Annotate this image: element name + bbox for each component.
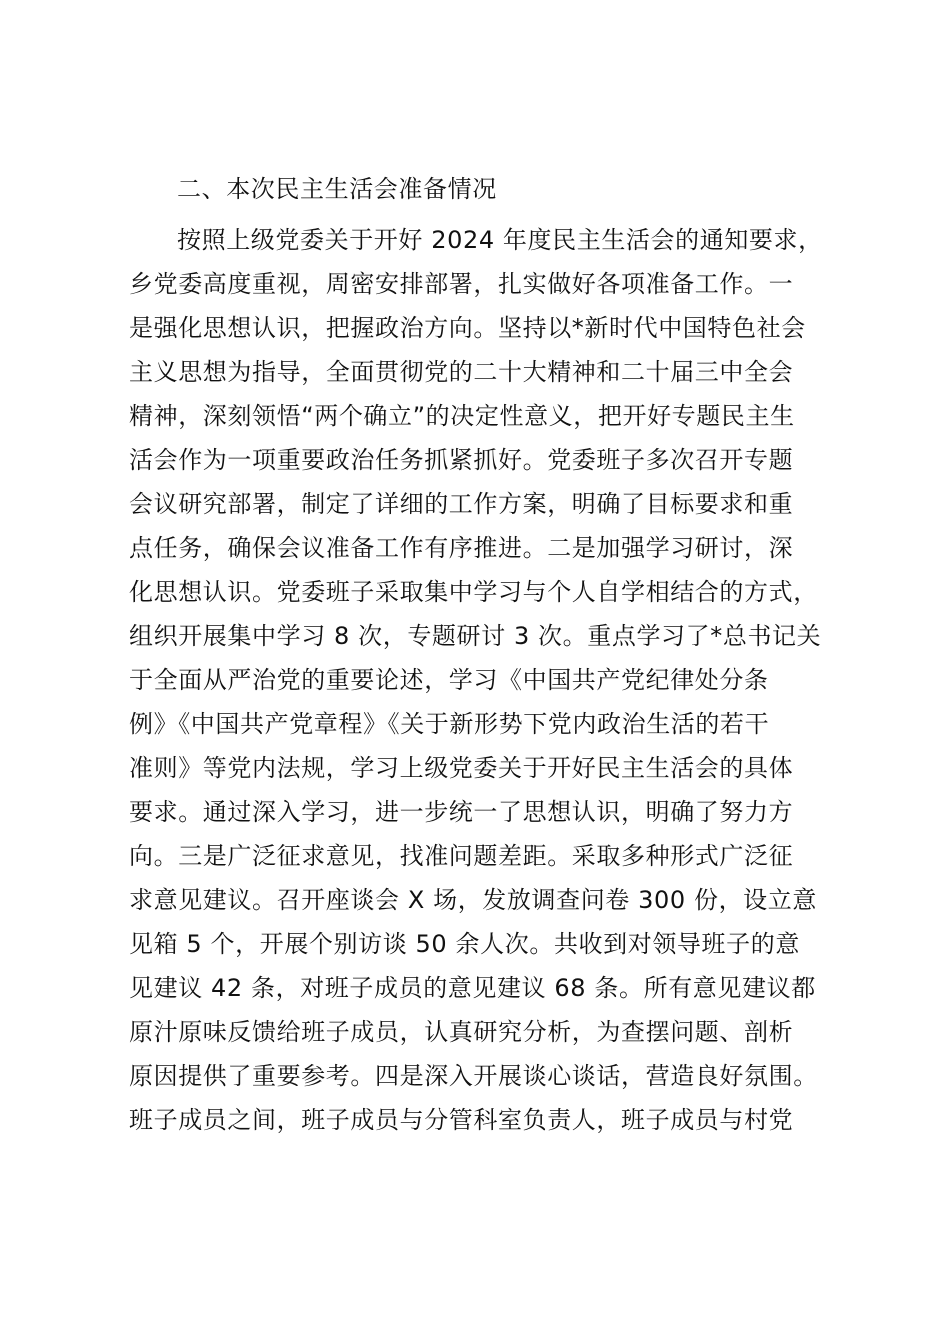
paragraph-line: 主义思想为指导，全面贯彻党的二十大精神和二十届三中全会	[129, 358, 794, 386]
paragraph-line: 见建议 42 条，对班子成员的意见建议 68 条。所有意见建议都	[129, 974, 816, 1002]
section-heading: 二、本次民主生活会准备情况	[177, 175, 497, 203]
paragraph-line: 点任务，确保会议准备工作有序推进。二是加强学习研讨，深	[129, 534, 794, 562]
paragraph-line: 于全面从严治党的重要论述，学习《中国共产党纪律处分条	[129, 666, 769, 694]
paragraph-line: 求意见建议。召开座谈会 X 场，发放调查问卷 300 份，设立意	[129, 886, 817, 914]
paragraph-line: 见箱 5 个，开展个别访谈 50 余人次。共收到对领导班子的意	[129, 930, 800, 958]
paragraph-line: 按照上级党委关于开好 2024 年度民主生活会的通知要求，	[177, 226, 823, 254]
paragraph-line: 是强化思想认识，把握政治方向。坚持以*新时代中国特色社会	[129, 314, 806, 342]
paragraph-line: 向。三是广泛征求意见，找准问题差距。采取多种形式广泛征	[129, 842, 794, 870]
paragraph-line: 组织开展集中学习 8 次，专题研讨 3 次。重点学习了*总书记关	[129, 622, 822, 650]
paragraph-line: 会议研究部署，制定了详细的工作方案，明确了目标要求和重	[129, 490, 794, 518]
paragraph-line: 精神，深刻领悟“两个确立”的决定性意义，把开好专题民主生	[129, 402, 795, 430]
paragraph-line: 活会作为一项重要政治任务抓紧抓好。党委班子多次召开专题	[129, 446, 794, 474]
paragraph-line: 例》《中国共产党章程》《关于新形势下党内政治生活的若干	[129, 710, 770, 738]
paragraph-line: 班子成员之间，班子成员与分管科室负责人，班子成员与村党	[129, 1106, 794, 1134]
paragraph-line: 原因提供了重要参考。四是深入开展谈心谈话，营造良好氛围。	[129, 1062, 818, 1090]
paragraph-line: 原汁原味反馈给班子成员，认真研究分析，为查摆问题、剖析	[129, 1018, 794, 1046]
paragraph-line: 乡党委高度重视，周密安排部署，扎实做好各项准备工作。一	[129, 270, 794, 298]
paragraph-line: 要求。通过深入学习，进一步统一了思想认识，明确了努力方	[129, 798, 794, 826]
paragraph-line: 化思想认识。党委班子采取集中学习与个人自学相结合的方式，	[129, 578, 818, 606]
paragraph-line: 准则》等党内法规，学习上级党委关于开好民主生活会的具体	[129, 754, 794, 782]
